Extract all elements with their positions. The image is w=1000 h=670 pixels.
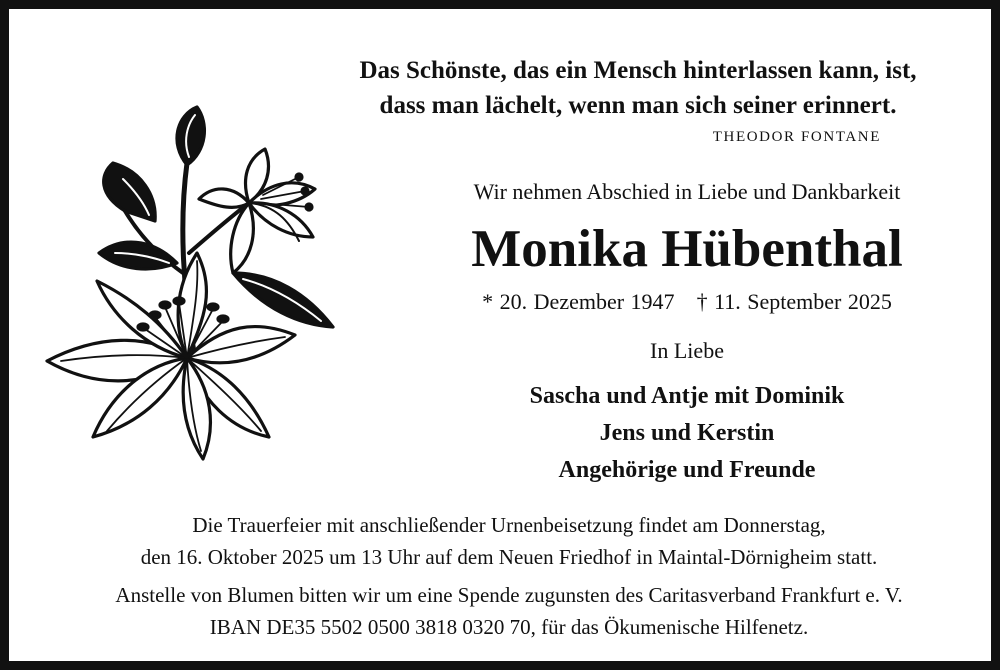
life-dates	[339, 287, 1000, 317]
quote-line-2: dass man lächelt, wenn man sich seiner erinnert.	[379, 92, 897, 119]
lily-icon	[37, 103, 357, 468]
birth-date: * 20. Dezember 1947	[482, 289, 675, 314]
center-block	[339, 175, 1000, 489]
quote-line-1: Das Schönste, das ein Mensch hinterlassen kann, ist,	[359, 57, 917, 84]
quote	[309, 53, 967, 123]
info-block	[39, 509, 979, 643]
quote-author: THEODOR FONTANE	[712, 129, 881, 145]
mourner-line: Jens und Kerstin	[599, 420, 775, 446]
ceremony-line-2: den 16. Oktober 2025 um 13 Uhr auf dem Neuen Friedhof in Maintal-Dörnigheim statt.	[140, 545, 878, 569]
mourner-line: Sascha und Antje mit Dominik	[529, 383, 845, 409]
ceremony-line-1: Die Trauerfeier mit anschließender Urnenbeisetzung findet am Donnerstag,	[192, 513, 826, 537]
mourner-line: Angehörige und Freunde	[558, 457, 816, 483]
farewell-text: Wir nehmen Abschied in Liebe und Dankbarkeit	[473, 179, 901, 204]
death-date: † 11. September 2025	[696, 289, 892, 314]
deceased-name: Monika Hübenthal	[471, 220, 903, 278]
mourners-list	[339, 378, 1000, 489]
donation-line-1: Anstelle von Blumen bitten wir um eine Spende zugunsten des Caritasverband Frankfurt e. V.	[115, 583, 903, 607]
donation-line-2: IBAN DE35 5502 0500 3818 0320 70, für das Ökumenische Hilfenetz.	[209, 615, 809, 639]
in-love-text: In Liebe	[650, 338, 724, 363]
